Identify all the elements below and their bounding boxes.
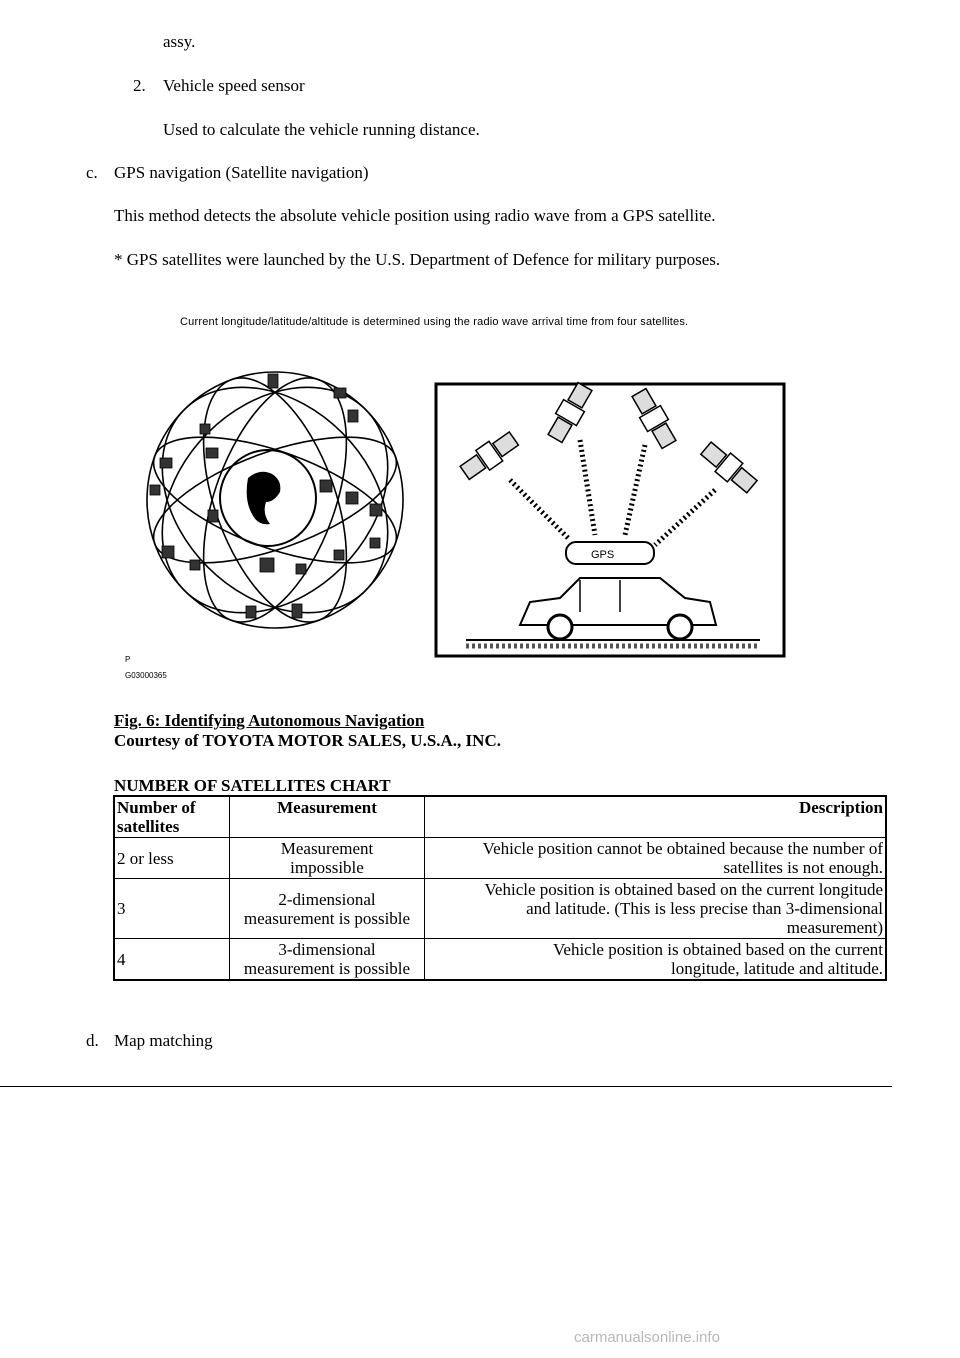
- table-header-row: [114, 796, 886, 838]
- figure-caption-link[interactable]: Fig. 6: Identifying Autonomous Navigation: [114, 711, 425, 730]
- gps-figure: [120, 340, 800, 685]
- section-description: This method detects the absolute vehicle position using radio wave from a GPS satellite.: [114, 206, 716, 225]
- table-row: [114, 879, 886, 939]
- cell-count: 3: [114, 879, 230, 939]
- gps-label: GPS: [591, 549, 615, 561]
- cell-count: 4: [114, 939, 230, 981]
- section-note: * GPS satellites were launched by the U.S. Department of Defence for military purposes.: [114, 250, 721, 269]
- cell-description: Vehicle position is obtained based on the current longitude and latitude. (This is less precise than 3-dimensional measurement): [425, 879, 887, 939]
- table-row: [114, 939, 886, 981]
- header-number-of-satellites: Number of satellites: [114, 796, 230, 838]
- cell-count: 2 or less: [114, 838, 230, 879]
- figure-caption: [114, 711, 501, 751]
- satellites-table: [113, 795, 887, 981]
- assy-text: assy.: [163, 32, 196, 51]
- section-letter-d: d.: [86, 1031, 99, 1050]
- figure-code-p: P: [125, 655, 131, 664]
- section-title-gps-navigation: GPS navigation (Satellite navigation): [114, 163, 369, 182]
- globe-orbits-illustration: [120, 342, 433, 657]
- cell-description: Vehicle position cannot be obtained because the number of satellites is not enough.: [425, 838, 887, 879]
- list-item-number: 2.: [133, 76, 146, 95]
- section-letter-c: c.: [86, 163, 98, 182]
- cell-measurement: Measurement impossible: [230, 838, 425, 879]
- page-divider: [0, 1086, 892, 1087]
- figure-code: G03000365: [125, 671, 167, 680]
- header-measurement: Measurement: [230, 796, 425, 838]
- section-title-map-matching: Map matching: [114, 1031, 213, 1050]
- chart-heading: NUMBER OF SATELLITES CHART: [114, 776, 391, 795]
- figure-courtesy: Courtesy of TOYOTA MOTOR SALES, U.S.A., INC.: [114, 731, 501, 750]
- cell-measurement: 3-dimensional measurement is possible: [230, 939, 425, 981]
- watermark-text: carmanualsonline.info: [574, 1329, 720, 1346]
- table-row: [114, 838, 886, 879]
- header-description: Description: [425, 796, 887, 838]
- figure-top-label: Current longitude/latitude/altitude is determined using the radio wave arrival time from four satellites.: [180, 316, 689, 328]
- list-item-title-vehicle-speed-sensor: Vehicle speed sensor: [163, 76, 305, 95]
- cell-measurement: 2-dimensional measurement is possible: [230, 879, 425, 939]
- list-item-description: Used to calculate the vehicle running distance.: [163, 120, 480, 139]
- cell-description: Vehicle position is obtained based on the current longitude, latitude and altitude.: [425, 939, 887, 981]
